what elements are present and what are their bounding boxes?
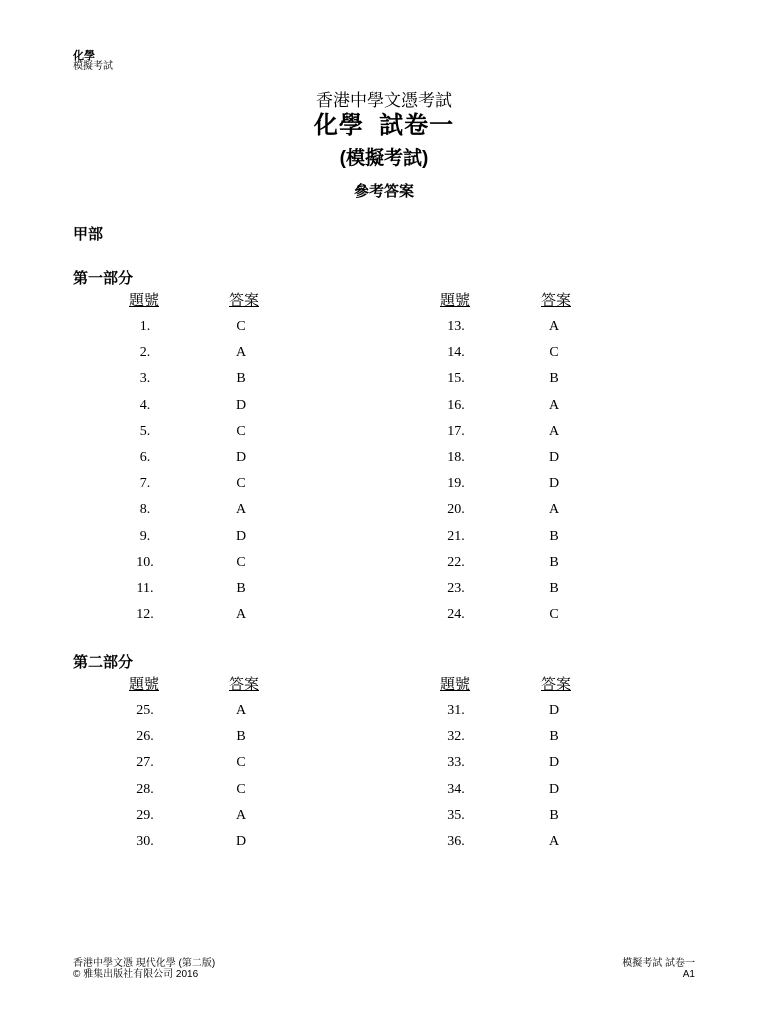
paper-subtitle: (模擬考試)	[339, 148, 429, 169]
question-number: 8.	[139, 502, 151, 518]
question-number: 16.	[447, 397, 465, 413]
answer-letter: A	[548, 502, 560, 518]
question-number: 18.	[447, 450, 465, 465]
answer-letter: D	[548, 755, 560, 771]
question-number: 30.	[136, 834, 154, 849]
part2-label: 第二部分	[73, 654, 134, 671]
answer-letter: B	[549, 807, 559, 823]
question-number: 26.	[136, 729, 154, 745]
answer-letter: D	[548, 450, 560, 465]
question-number: 20.	[447, 502, 465, 518]
answer-letter: B	[549, 729, 559, 745]
answer-letter: B	[549, 371, 559, 387]
answer-letter: C	[236, 476, 246, 492]
footer-left	[73, 958, 215, 980]
answer-letter: C	[236, 781, 246, 797]
answer-letter: C	[549, 345, 559, 361]
part2-left-answer-header: 答案	[229, 677, 260, 693]
part1-right-question-header: 題號	[440, 293, 471, 309]
question-number: 28.	[136, 781, 154, 797]
answer-letter: C	[236, 554, 246, 570]
part1-label: 第一部分	[73, 270, 134, 287]
question-number: 6.	[139, 450, 151, 465]
answer-letter: D	[235, 834, 247, 849]
paper-title: 化學 試卷一	[313, 112, 455, 139]
exam-title: 香港中學文憑考試	[316, 91, 452, 110]
answer-letter: A	[235, 703, 247, 718]
question-number: 2.	[139, 345, 151, 361]
question-number: 32.	[447, 729, 465, 745]
answer-letter: B	[236, 729, 246, 745]
part2-right-answer-header: 答案	[541, 677, 572, 693]
question-number: 34.	[447, 781, 465, 797]
answer-letter: D	[548, 476, 560, 492]
answer-letter: A	[235, 345, 247, 361]
answer-letter: D	[235, 397, 247, 413]
answer-letter: B	[236, 581, 246, 596]
question-number: 17.	[447, 423, 465, 439]
answer-letter: C	[236, 423, 246, 439]
question-number: 14.	[447, 345, 465, 361]
answer-letter: D	[548, 703, 560, 718]
question-number: 35.	[447, 807, 465, 823]
question-number: 24.	[447, 607, 465, 623]
question-number: 36.	[447, 834, 465, 849]
question-number: 5.	[139, 423, 151, 439]
question-number: 31.	[447, 703, 465, 718]
question-number: 29.	[136, 807, 154, 823]
answer-letter: C	[549, 607, 559, 623]
part2-left-question-header: 題號	[129, 677, 160, 693]
question-number: 12.	[136, 607, 154, 623]
question-number: 19.	[447, 476, 465, 492]
question-number: 25.	[136, 703, 154, 718]
part1-right-answer-header: 答案	[541, 293, 572, 309]
question-number: 27.	[136, 755, 154, 771]
part1-left-question-header: 題號	[129, 293, 160, 309]
question-number: 3.	[139, 371, 151, 387]
answer-letter: D	[235, 450, 247, 465]
answer-letter: A	[235, 807, 247, 823]
section-label: 甲部	[73, 226, 104, 243]
part1-left-answer-header: 答案	[229, 293, 260, 309]
answer-letter: A	[548, 423, 560, 439]
answer-letter: B	[549, 581, 559, 596]
answer-letter: D	[235, 528, 247, 544]
header-subject: 化學	[73, 50, 95, 62]
question-number: 33.	[447, 755, 465, 771]
part2-right-question-header: 題號	[440, 677, 471, 693]
answer-letter: D	[548, 781, 560, 797]
footer-book-title: 香港中學文憑 現代化學 (第二版)	[73, 958, 216, 969]
footer-right	[622, 958, 695, 980]
answer-letter: B	[549, 554, 559, 570]
answer-key-title: 參考答案	[353, 183, 414, 200]
header-subtitle: 模擬考試	[73, 61, 113, 72]
answer-letter: B	[236, 371, 246, 387]
question-number: 11.	[136, 581, 154, 596]
answer-letter: B	[549, 528, 559, 544]
answer-letter: C	[236, 755, 246, 771]
question-number: 9.	[139, 528, 151, 544]
question-number: 23.	[447, 581, 465, 596]
question-number: 1.	[139, 319, 151, 334]
answer-letter: A	[548, 319, 560, 334]
question-number: 21.	[447, 528, 465, 544]
footer-copyright: © 雅集出版社有限公司 2016	[73, 969, 199, 980]
question-number: 13.	[447, 319, 465, 334]
answer-letter: A	[235, 607, 247, 623]
answer-letter: C	[236, 319, 246, 334]
answer-letter: A	[235, 502, 247, 518]
question-number: 15.	[447, 371, 465, 387]
question-number: 10.	[136, 554, 154, 570]
answer-letter: A	[548, 834, 560, 849]
question-number: 22.	[447, 554, 465, 570]
question-number: 4.	[139, 397, 151, 413]
answer-letter: A	[548, 397, 560, 413]
question-number: 7.	[139, 476, 151, 492]
footer-page-number: A1	[682, 969, 695, 980]
footer-paper-name: 模擬考試 試卷一	[622, 958, 695, 969]
